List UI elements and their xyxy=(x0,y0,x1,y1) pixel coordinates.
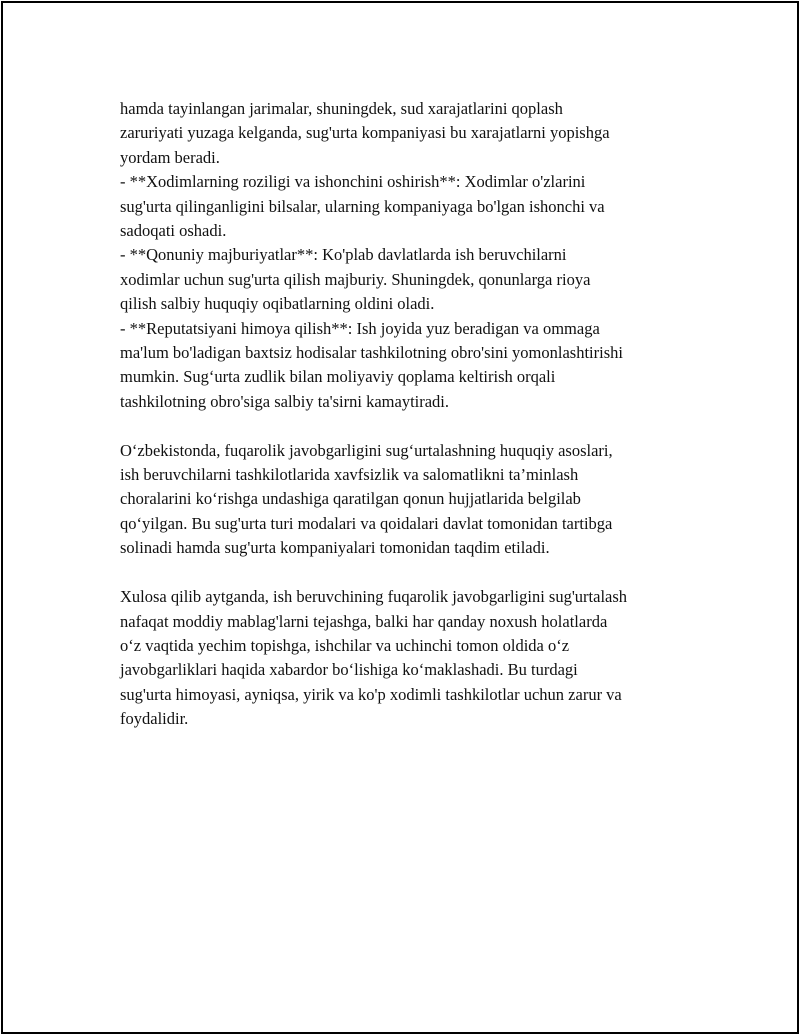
paragraph-legal-basis xyxy=(120,439,700,561)
text-line: - **Reputatsiyani himoya qilish**: Ish joyida yuz beradigan va ommaga xyxy=(120,318,600,338)
paragraph-benefits-list xyxy=(120,97,700,414)
text-line: o‘z vaqtida yechim topishga, ishchilar va uchinchi tomon oldida o‘z xyxy=(120,635,570,655)
text-line: O‘zbekistonda, fuqarolik javobgarligini sug‘urtalashning huquqiy asoslari, xyxy=(120,440,613,460)
text-line: zaruriyati yuzaga kelganda, sug'urta kompaniyasi bu xarajatlarni yopishga xyxy=(120,123,610,143)
text-line: hamda tayinlangan jarimalar, shuningdek, sud xarajatlarini qoplash xyxy=(120,99,563,118)
text-line: sug'urta himoyasi, ayniqsa, yirik va ko'p xodimli tashkilotlar uchun zarur va xyxy=(120,684,622,704)
text-line: foydalidir. xyxy=(120,709,189,729)
text-line: choralarini ko‘rishga undashiga qaratilgan qonun hujjatlarida belgilab xyxy=(120,489,581,509)
text-line: ish beruvchilarni tashkilotlarida xavfsizlik va salomatlikni ta’minlash xyxy=(120,465,579,485)
text-line: qo‘yilgan. Bu sug'urta turi modalari va qoidalari davlat tomonidan tartibga xyxy=(120,513,613,533)
text-line: yordam beradi. xyxy=(120,147,220,167)
text-line: - **Xodimlarning roziligi va ishonchini oshirish**: Xodimlar o'zlarini xyxy=(120,172,586,192)
text-line: javobgarliklari haqida xabardor bo‘lishiga ko‘maklashadi. Bu turdagi xyxy=(120,660,578,680)
text-line: sadoqati oshadi. xyxy=(120,221,227,241)
paragraph-spacer xyxy=(120,414,700,438)
paragraph-spacer xyxy=(120,561,700,585)
paragraph-conclusion xyxy=(120,585,700,731)
text-line: sug'urta qilinganligini bilsalar, ularning kompaniyaga bo'lgan ishonchi va xyxy=(120,196,605,216)
text-line: Xulosa qilib aytganda, ish beruvchining fuqarolik javobgarligini sug'urtalash xyxy=(120,587,628,607)
text-line: tashkilotning obro'siga salbiy ta'sirni kamaytiradi. xyxy=(120,391,450,411)
text-line: solinadi hamda sug'urta kompaniyalari tomonidan taqdim etiladi. xyxy=(120,538,550,558)
text-line: mumkin. Sug‘urta zudlik bilan moliyaviy qoplama keltirish orqali xyxy=(120,367,556,387)
text-line: - **Qonuniy majburiyatlar**: Ko'plab davlatlarda ish beruvchilarni xyxy=(120,245,567,265)
document-page xyxy=(1,1,799,1034)
document-body xyxy=(120,97,700,732)
text-line: qilish salbiy huquqiy oqibatlarning oldini oladi. xyxy=(120,294,435,314)
text-line: ma'lum bo'ladigan baxtsiz hodisalar tashkilotning obro'sini yomonlashtirishi xyxy=(120,343,623,363)
text-line: nafaqat moddiy mablag'larni tejashga, balki har qanday noxush holatlarda xyxy=(120,611,608,631)
text-line: xodimlar uchun sug'urta qilish majburiy. Shuningdek, qonunlarga rioya xyxy=(120,269,591,289)
